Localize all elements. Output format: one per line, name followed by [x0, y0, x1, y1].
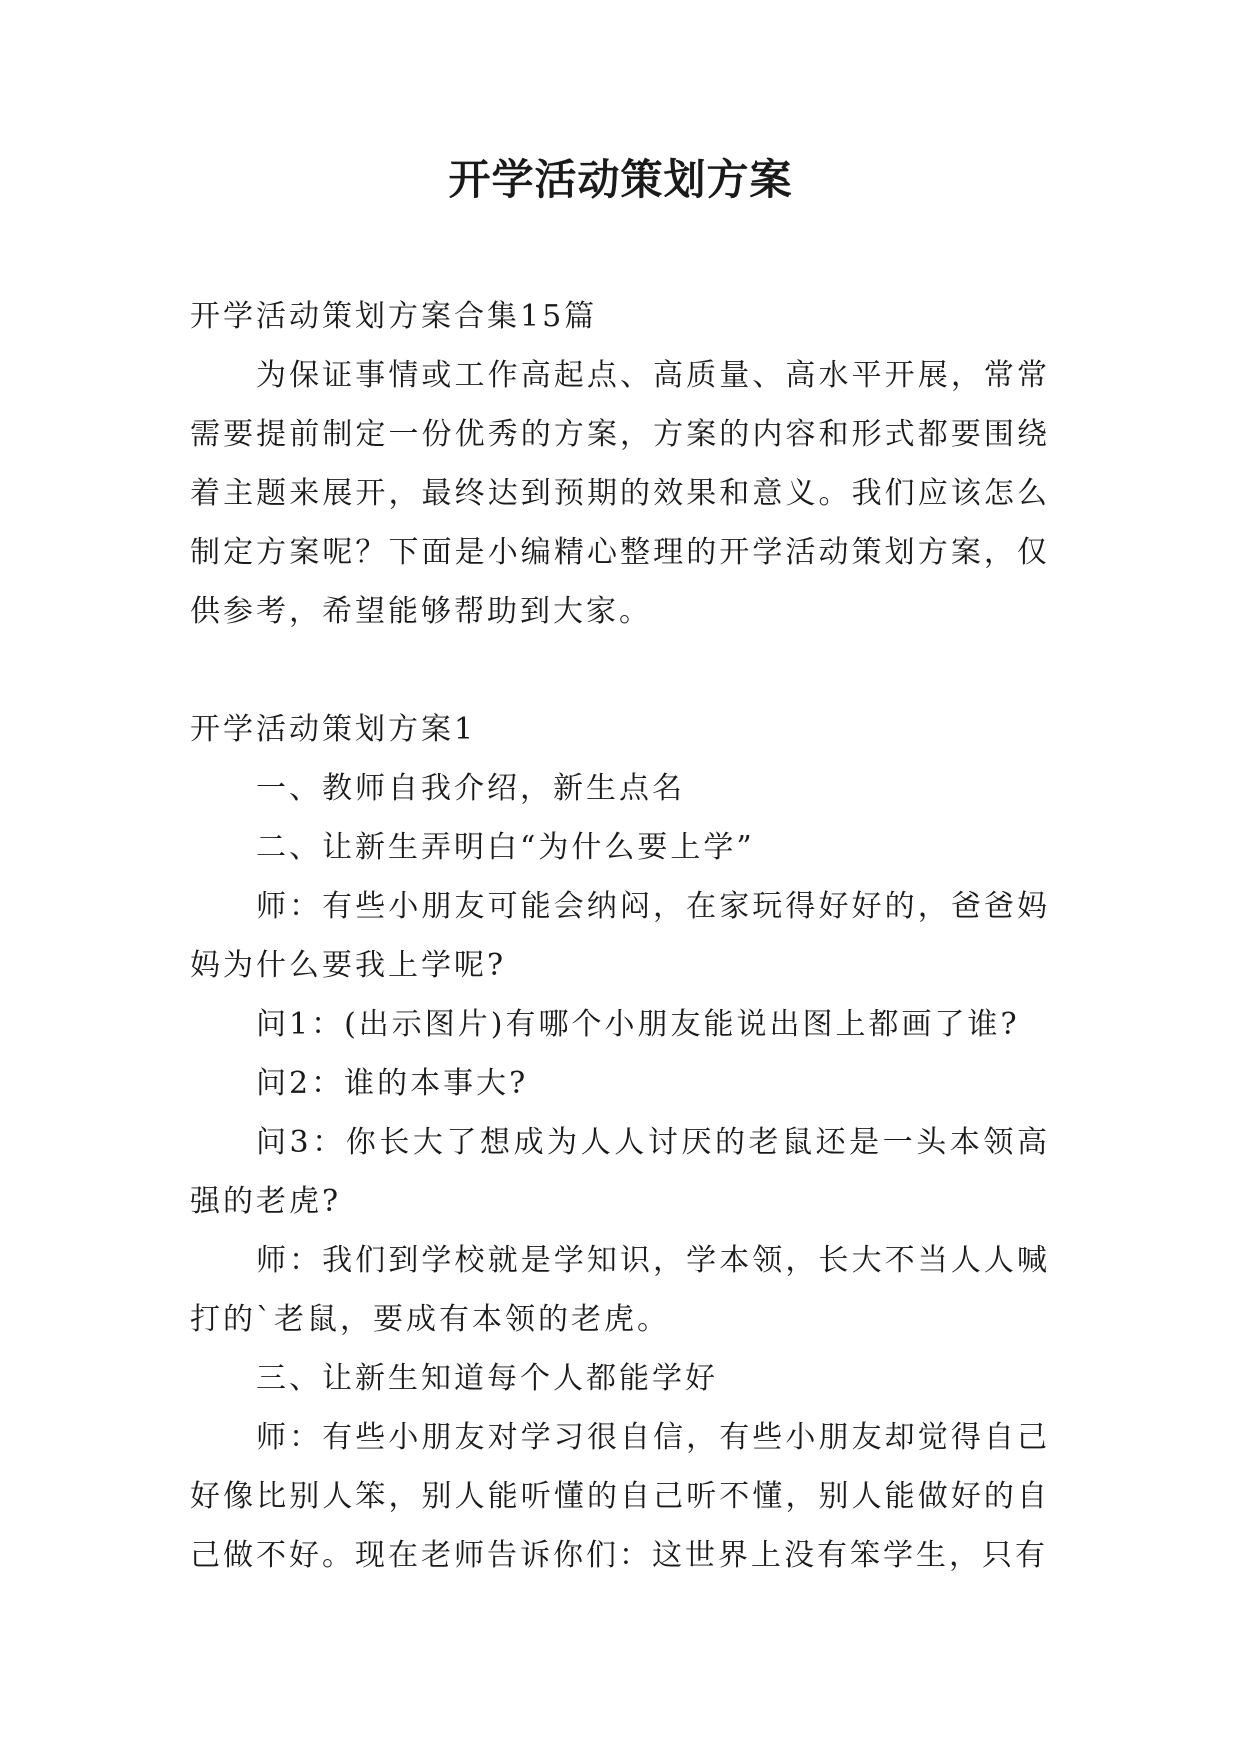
intro-paragraph: 为保证事情或工作高起点、高质量、高水平开展，常常需要提前制定一份优秀的方案，方案的内容和形式都要围绕着主题来展开，最终达到预期的效果和意义。我们应该怎么制定方案呢？下面是小编精心整理的开学活动策划方案，仅供参考，希望能够帮助到大家。 — [190, 358, 1050, 629]
section-heading: 开学活动策划方案1 — [190, 712, 477, 747]
question-two: 问2：谁的本事大? — [256, 1066, 529, 1101]
step-one: 一、教师自我介绍，新生点名 — [256, 771, 685, 806]
question-three: 问3：你长大了想成为人人讨厌的老鼠还是一头本领高强的老虎? — [190, 1125, 1050, 1219]
teacher-paragraph: 师：有些小朋友对学习很自信，有些小朋友却觉得自己好像比别人笨，别人能听懂的自己听不懂，别人能做好的自己做不好。现在老师告诉你们：这世界上没有笨学生，只有 — [190, 1420, 1050, 1573]
step-three: 三、让新生知道每个人都能学好 — [256, 1361, 718, 1396]
document-title: 开学活动策划方案 — [448, 155, 793, 204]
question-one: 问1：(出示图片)有哪个小朋友能说出图上都画了谁? — [256, 1007, 1020, 1042]
collection-heading: 开学活动策划方案合集15篇 — [190, 299, 598, 334]
teacher-paragraph: 师：我们到学校就是学知识，学本领，长大不当人人喊打的`老鼠，要成有本领的老虎。 — [190, 1243, 1050, 1337]
teacher-paragraph: 师：有些小朋友可能会纳闷，在家玩得好好的，爸爸妈妈为什么要我上学呢? — [190, 889, 1050, 983]
document-body — [190, 287, 1050, 1585]
step-two: 二、让新生弄明白“为什么要上学” — [256, 830, 755, 865]
